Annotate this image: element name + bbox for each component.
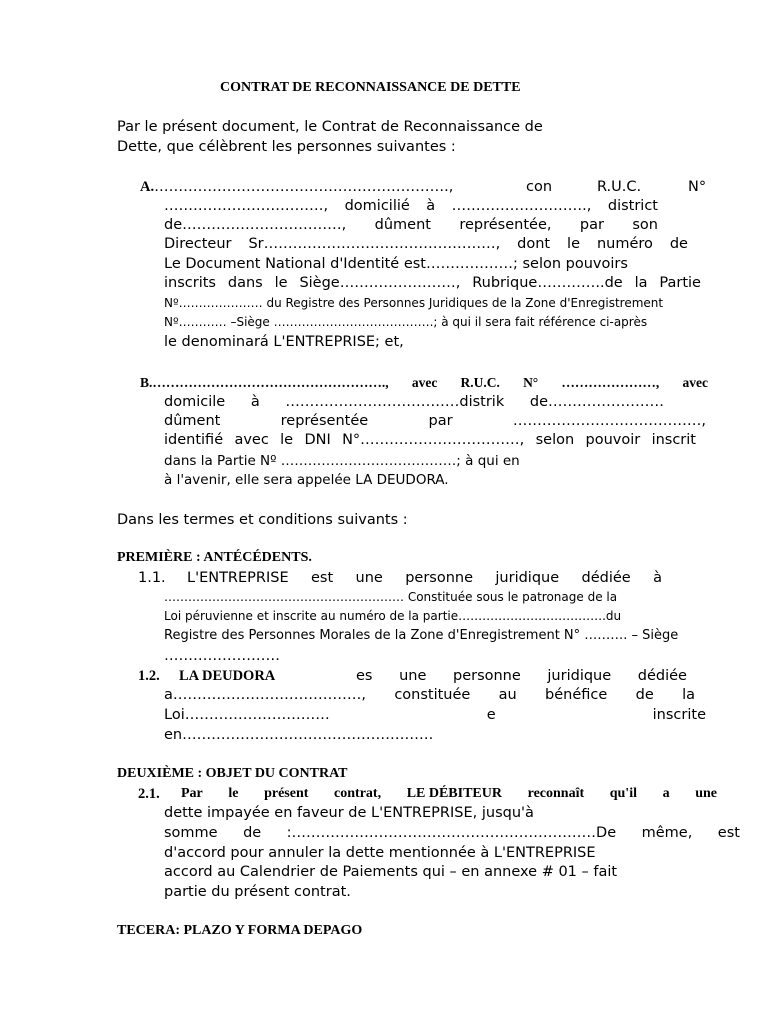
party-a-line-5: Le Document National d'Identité est………………; selon pouvoirs [164, 256, 628, 272]
item-1-2-line-4: en……………………………………………. [164, 727, 434, 743]
word: à [653, 570, 662, 586]
party-a-dots: ……………………………………………………., [154, 179, 454, 195]
word: :………………………………………………………De [286, 825, 617, 841]
intro-line-1: Par le présent document, le Contrat de Reconnaissance de [117, 119, 543, 135]
word: LE DÉBITEUR [406, 786, 502, 801]
document-title: CONTRAT DE RECONNAISSANCE DE DETTE [220, 80, 521, 95]
item-1-2-number: 1.2. [138, 668, 160, 684]
word: domicile [164, 394, 226, 410]
section-1-heading: PREMIÈRE : ANTÉCÉDENTS. [117, 550, 312, 565]
word: représentée, [459, 217, 552, 233]
item-1-1-line-1 [187, 569, 662, 587]
item-1-2-line-1 [356, 667, 687, 685]
word: de [243, 825, 262, 841]
item-2-1-line-4: d'accord pour annuler la dette mentionnée à L'ENTREPRISE [164, 845, 596, 861]
party-a-line-8: Nº………… –Siège ………………………………….; à qui il sera fait référence ci-après [164, 315, 648, 329]
party-a-line-1 [140, 178, 453, 196]
word: est [311, 570, 334, 586]
party-a-no: N° [688, 179, 707, 195]
word: DNI [304, 432, 331, 448]
word: N°……………………………, [342, 432, 525, 448]
item-2-1-line-5: accord au Calendrier de Paiements qui – en annexe # 01 – fait [164, 864, 618, 880]
party-a-con: con [526, 179, 553, 195]
item-2-1-line-2: dette impayée en faveur de L'ENTREPRISE, jusqu'à [164, 805, 534, 821]
party-a-label: A. [140, 179, 155, 195]
word: une [399, 668, 427, 684]
word: dûment [164, 413, 221, 429]
word: de [669, 236, 688, 252]
word: dans [227, 275, 263, 291]
word: inscrits [164, 275, 216, 291]
word: juridique [547, 668, 612, 684]
item-1-1-number: 1.1. [138, 570, 166, 586]
word: avec [411, 375, 438, 390]
word: identifié [164, 432, 224, 448]
party-a-line-6 [164, 274, 701, 292]
word: par [428, 413, 453, 429]
word: B.……………………………………………., [140, 375, 389, 390]
item-1-1-line-3: Loi péruvienne et inscrite au numéro de la partie……………………………….du [164, 609, 622, 623]
party-b-line-1 [140, 374, 708, 392]
word: Par [181, 786, 203, 801]
word: personne [405, 570, 474, 586]
word: une [355, 570, 383, 586]
word: qu'il [609, 786, 637, 801]
word: avec [682, 375, 708, 390]
item-2-1-line-6: partie du présent contrat. [164, 884, 351, 900]
item-2-1-number: 2.1. [138, 786, 160, 802]
party-a-line-9: le denominará L'ENTREPRISE; et, [164, 334, 404, 350]
word: numéro [596, 236, 653, 252]
word: le [274, 275, 288, 291]
party-b-line-6: à l'avenir, elle sera appelée LA DEUDORA. [164, 472, 449, 488]
word: de…………………… [529, 394, 664, 410]
word: dûment [374, 217, 431, 233]
word: Rubrique…………..de [472, 275, 623, 291]
word: juridique [495, 570, 560, 586]
word: Siège……………………, [299, 275, 461, 291]
word: ………………………., [451, 198, 592, 214]
party-a-line-7: Nº………………… du Registre des Personnes Juridiques de la Zone d'Enregistrement [164, 296, 664, 310]
word: de [635, 687, 654, 703]
word: L'ENTREPRISE [187, 570, 289, 586]
word: à [250, 394, 260, 410]
item-1-2-line-3 [164, 706, 706, 724]
word: le [280, 432, 294, 448]
party-a-line-4 [164, 235, 688, 253]
word: par [579, 217, 604, 233]
word: domicilié [344, 198, 410, 214]
party-a-line-2 [164, 197, 658, 215]
item-1-1-line-2: …………………………………………………… Constituée sous le patronage de la [164, 590, 618, 604]
word: a [662, 786, 670, 801]
terms-intro: Dans les termes et conditions suivants : [117, 512, 408, 528]
word: personne [452, 668, 521, 684]
word: même, [641, 825, 693, 841]
word: dont [517, 236, 551, 252]
word: Partie [659, 275, 701, 291]
word: est [717, 825, 740, 841]
word: dédiée [637, 668, 687, 684]
item-1-1-line-4: Registre des Personnes Morales de la Zone d'Enregistrement N° ………. – Siège [164, 628, 679, 643]
word: Loi………………………… [164, 707, 330, 723]
word: inscrite [652, 707, 706, 723]
item-1-2-name: LA DEUDORA [179, 668, 276, 684]
word: à [426, 198, 436, 214]
word: constituée [394, 687, 471, 703]
word: une [695, 786, 717, 801]
item-1-1-line-5: …………………… [164, 648, 280, 664]
word: R.U.C. [460, 375, 500, 390]
word: N° [523, 375, 539, 390]
word: la [634, 275, 648, 291]
party-b-line-4 [164, 431, 696, 449]
word: représentée [280, 413, 369, 429]
word: a…………………………………, [164, 687, 366, 703]
item-2-1-line-1 [181, 785, 717, 803]
word: le [567, 236, 580, 252]
word: de……………………………, [164, 217, 347, 233]
party-a-line-3 [164, 216, 658, 234]
word: inscrit [651, 432, 696, 448]
word: selon [535, 432, 575, 448]
word: contrat, [334, 786, 382, 801]
word: Sr…………………………………………, [248, 236, 501, 252]
party-b-line-5: dans la Partie Nº …………………………………; à qui en [164, 453, 520, 469]
word: le [228, 786, 239, 801]
word: dédiée [581, 570, 631, 586]
word: ……………………………, [164, 198, 329, 214]
word: …………………, [561, 375, 660, 390]
word: district [607, 198, 658, 214]
word: somme [164, 825, 218, 841]
item-1-2-line-2 [164, 686, 695, 704]
word: Directeur [164, 236, 232, 252]
word: avec [234, 432, 269, 448]
word: pouvoir [585, 432, 641, 448]
word: son [632, 217, 658, 233]
party-a-ruc: R.U.C. [597, 179, 642, 195]
word: e [486, 707, 496, 723]
word: es [356, 668, 373, 684]
word: présent [264, 786, 309, 801]
word: reconnaît [527, 786, 585, 801]
item-2-1-line-3 [164, 824, 740, 842]
word: la [682, 687, 695, 703]
word: bénéfice [545, 687, 608, 703]
section-2-heading: DEUXIÈME : OBJET DU CONTRAT [117, 766, 348, 781]
word: …………………………………, [512, 413, 706, 429]
intro-line-2: Dette, que célèbrent les personnes suivantes : [117, 139, 456, 155]
word: au [498, 687, 517, 703]
word: ………………………………distrik [285, 394, 505, 410]
party-b-line-3 [164, 412, 706, 430]
party-b-line-2 [164, 393, 664, 411]
section-3-heading: TECERA: PLAZO Y FORMA DEPAGO [117, 923, 363, 938]
